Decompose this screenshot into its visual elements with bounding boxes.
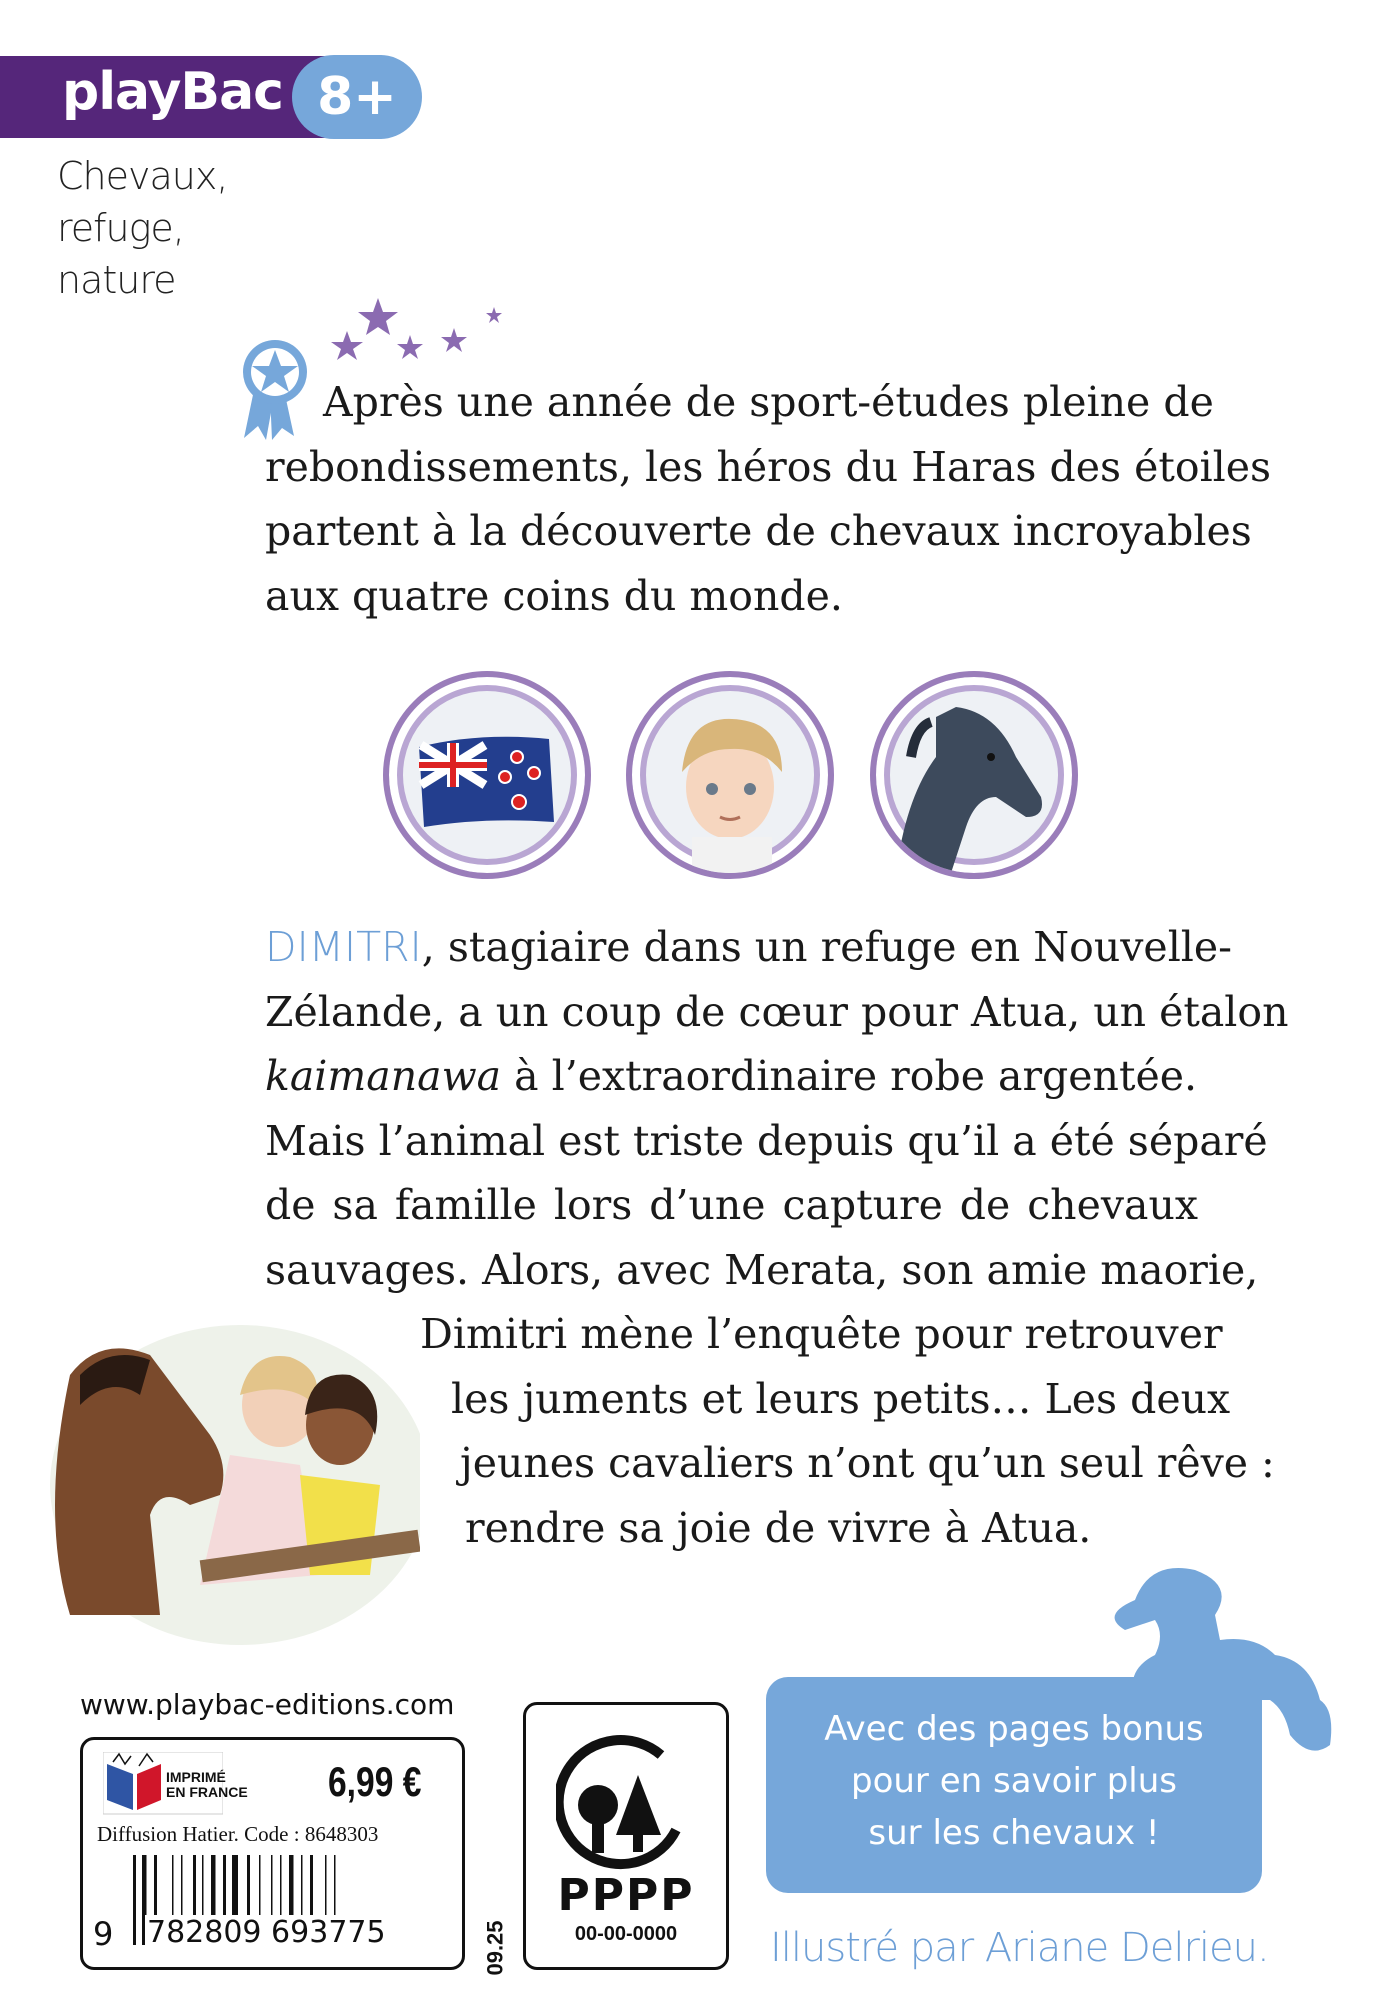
character-medallion	[626, 671, 834, 879]
new-zealand-flag-icon	[389, 677, 585, 873]
text-fragment: , stagiaire dans un refuge en Nouvelle-	[421, 923, 1233, 971]
text-line: partent à la découverte de chevaux incroyables	[265, 507, 1252, 555]
horse-head-icon	[876, 677, 1072, 873]
distribution-code: Diffusion Hatier. Code : 8648303	[97, 1822, 379, 1846]
price-barcode-label	[80, 1737, 465, 1970]
themes	[57, 150, 227, 306]
text-line: rendre sa joie de vivre à Atua.	[465, 1503, 1092, 1552]
printed-line: EN FRANCE	[166, 1784, 248, 1800]
bonus-line: Avec des pages bonus	[824, 1709, 1204, 1749]
pefc-trees-logo-icon	[556, 1735, 701, 1870]
text-line	[265, 915, 1233, 980]
website-link[interactable]: www.playbac-editions.com	[80, 1688, 455, 1721]
text-fragment: à l’extraordinaire robe argentée.	[501, 1052, 1198, 1100]
star-icon	[441, 328, 467, 352]
text-line: Après une année de sport-études pleine de	[323, 378, 1214, 426]
intro-paragraph	[265, 370, 1272, 628]
text-line: Dimitri mène l’enquête pour retrouver	[420, 1310, 1223, 1358]
bonus-callout	[766, 1677, 1262, 1893]
pefc-text: PPPP	[557, 1870, 695, 1921]
character-name: DIMITRI	[265, 923, 422, 971]
text-line	[265, 1044, 1198, 1109]
theme: Chevaux,	[57, 154, 228, 198]
text-line: Zélande, a un coup de cœur pour Atua, un étalon	[265, 987, 1289, 1036]
theme: nature	[57, 258, 176, 302]
horse-medallion	[870, 671, 1078, 879]
boy-portrait-icon	[632, 677, 828, 873]
age-badge: 8+	[292, 55, 422, 139]
date-code: 09.25	[482, 1920, 508, 1976]
flag-medallion	[383, 671, 591, 879]
printed-line: IMPRIMÉ	[166, 1769, 226, 1785]
characters-illustration	[40, 1315, 420, 1645]
printed-in-france-text	[166, 1770, 248, 1800]
text-line: de sa famille lors d’une capture de chevaux	[265, 1181, 1198, 1229]
text-line: rebondissements, les héros du Haras des étoiles	[265, 442, 1272, 491]
pefc-label	[523, 1702, 729, 1970]
star-icon	[486, 307, 502, 323]
bonus-line: sur les chevaux !	[868, 1813, 1160, 1853]
illustrator-credit: Illustré par Ariane Delrieu.	[770, 1925, 1269, 1971]
star-icon	[358, 298, 398, 335]
publisher-logo: playBac	[62, 62, 283, 122]
isbn-first-digit: 9	[93, 1915, 114, 1953]
price: 6,99 €	[328, 1758, 422, 1805]
star-icon	[331, 331, 363, 360]
pefc-code: 00-00-0000	[574, 1923, 678, 1945]
italic-term: kaimanawa	[265, 1052, 502, 1100]
theme: refuge,	[57, 206, 184, 250]
barcode-bar	[133, 1855, 136, 1945]
star-icon	[397, 335, 423, 359]
text-line: sauvages. Alors, avec Merata, son amie maorie,	[265, 1245, 1259, 1294]
bonus-line: pour en savoir plus	[851, 1761, 1177, 1801]
text-line: jeunes cavaliers n’ont qu’un seul rêve :	[460, 1439, 1275, 1487]
isbn-number: 782809 693775	[147, 1915, 386, 1950]
text-line: les juments et leurs petits… Les deux	[451, 1374, 1231, 1423]
text-line: Mais l’animal est triste depuis qu’il a été séparé	[265, 1116, 1268, 1165]
text-line: aux quatre coins du monde.	[265, 571, 843, 620]
